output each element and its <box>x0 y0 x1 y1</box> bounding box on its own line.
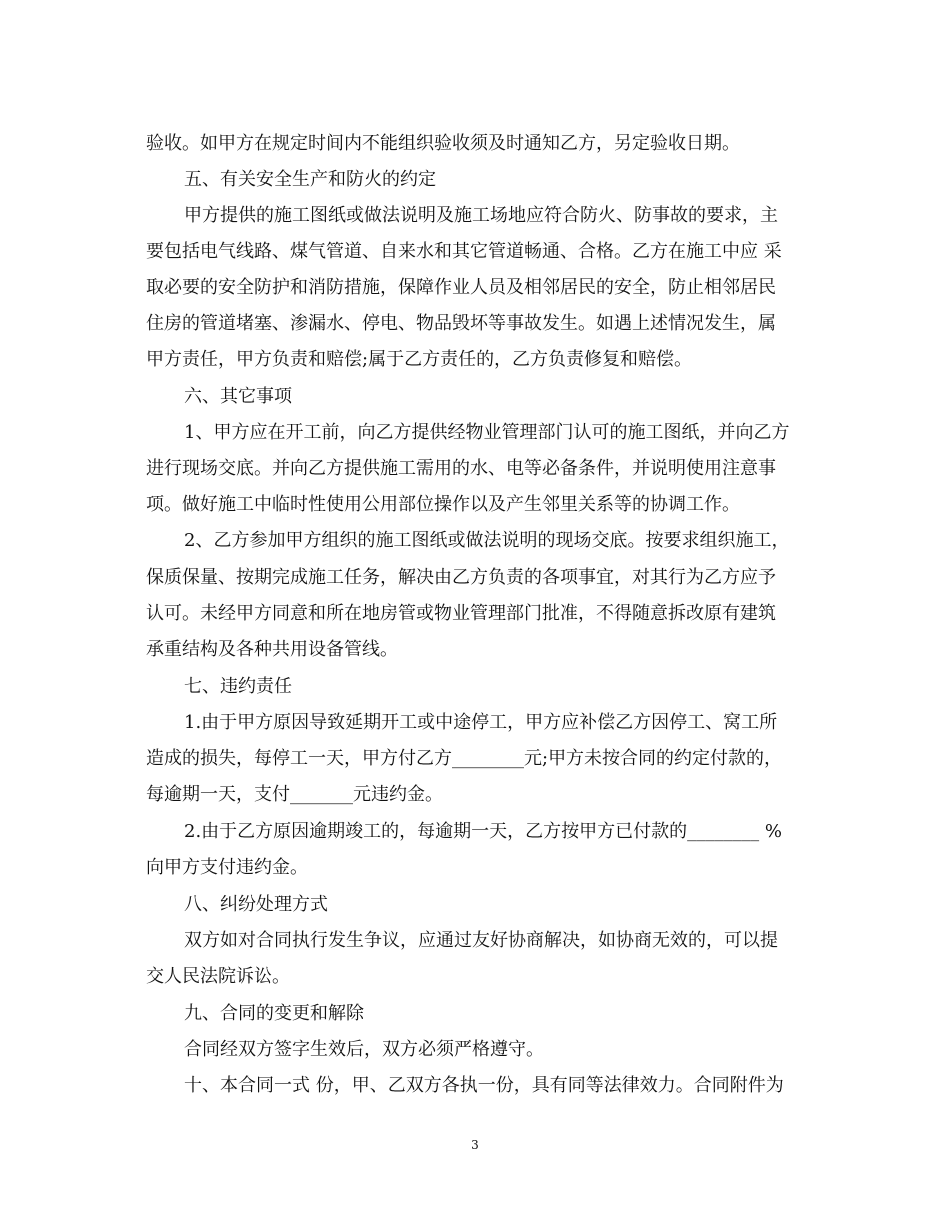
text-line-13: 保质保量、按期完成施工任务，解决由乙方负责的各项事宜，对其行为乙方应予 <box>146 567 776 588</box>
text-line-27: 十、本合同一式 份，甲、乙双方各执一份，具有同等法律效力。合同附件为 <box>184 1075 784 1096</box>
text-line-14: 认可。未经甲方同意和所在地房管或物业管理部门批准，不得随意拆改原有建筑 <box>146 603 776 624</box>
text-line-26: 合同经双方签字生效后，双方必须严格遵守。 <box>184 1039 544 1060</box>
text-line-18: 造成的损失，每停工一天，甲方付乙方________元;甲方未按合同的约定付款的， <box>146 748 783 769</box>
text-line-12: 2、乙方参加甲方组织的施工图纸或做法说明的现场交底。按要求组织施工， <box>184 530 790 551</box>
text-line-23: 双方如对合同执行发生争议，应通过友好协商解决，如协商无效的，可以提 <box>184 930 778 951</box>
page-number: 3 <box>471 1138 479 1152</box>
section-heading-6: 六、其它事项 <box>184 386 292 407</box>
text-line-17: 1.由于甲方原因导致延期开工或中途停工，甲方应补偿乙方因停工、窝工所 <box>184 712 778 733</box>
text-line-10: 进行现场交底。并向乙方提供施工需用的水、电等必备条件，并说明使用注意事 <box>146 458 776 479</box>
text-line-11: 项。做好施工中临时性使用公用部位操作以及产生邻里关系等的协调工作。 <box>146 494 740 515</box>
section-heading-9: 九、合同的变更和解除 <box>184 1003 364 1024</box>
text-line-20: 2.由于乙方原因逾期竣工的，每逾期一天，乙方按甲方已付款的________ % <box>184 821 782 842</box>
text-line-5: 取必要的安全防护和消防措施，保障作业人员及相邻居民的安全，防止相邻居民 <box>146 277 776 298</box>
text-line-7: 甲方责任，甲方负责和赔偿;属于乙方责任的，乙方负责修复和赔偿。 <box>146 349 693 370</box>
section-heading-7: 七、违约责任 <box>184 676 292 697</box>
text-line-1: 验收。如甲方在规定时间内不能组织验收须及时通知乙方，另定验收日期。 <box>146 133 740 154</box>
text-line-15: 承重结构及各种共用设备管线。 <box>146 639 398 660</box>
text-line-21: 向甲方支付违约金。 <box>146 857 308 878</box>
text-line-9: 1、甲方应在开工前，向乙方提供经物业管理部门认可的施工图纸，并向乙方 <box>184 422 790 443</box>
text-line-6: 住房的管道堵塞、渗漏水、停电、物品毁坏等事故发生。如遇上述情况发生，属 <box>146 313 776 334</box>
text-line-4: 要包括电气线路、煤气管道、自来水和其它管道畅通、合格。乙方在施工中应 采 <box>146 241 782 262</box>
text-line-3: 甲方提供的施工图纸或做法说明及施工场地应符合防火、防事故的要求，主 <box>184 205 778 226</box>
text-line-19: 每逾期一天，支付_______元违约金。 <box>146 784 443 805</box>
text-line-24: 交人民法院诉讼。 <box>146 966 290 987</box>
section-heading-5: 五、有关安全生产和防火的约定 <box>184 169 436 190</box>
section-heading-8: 八、纠纷处理方式 <box>184 894 328 915</box>
